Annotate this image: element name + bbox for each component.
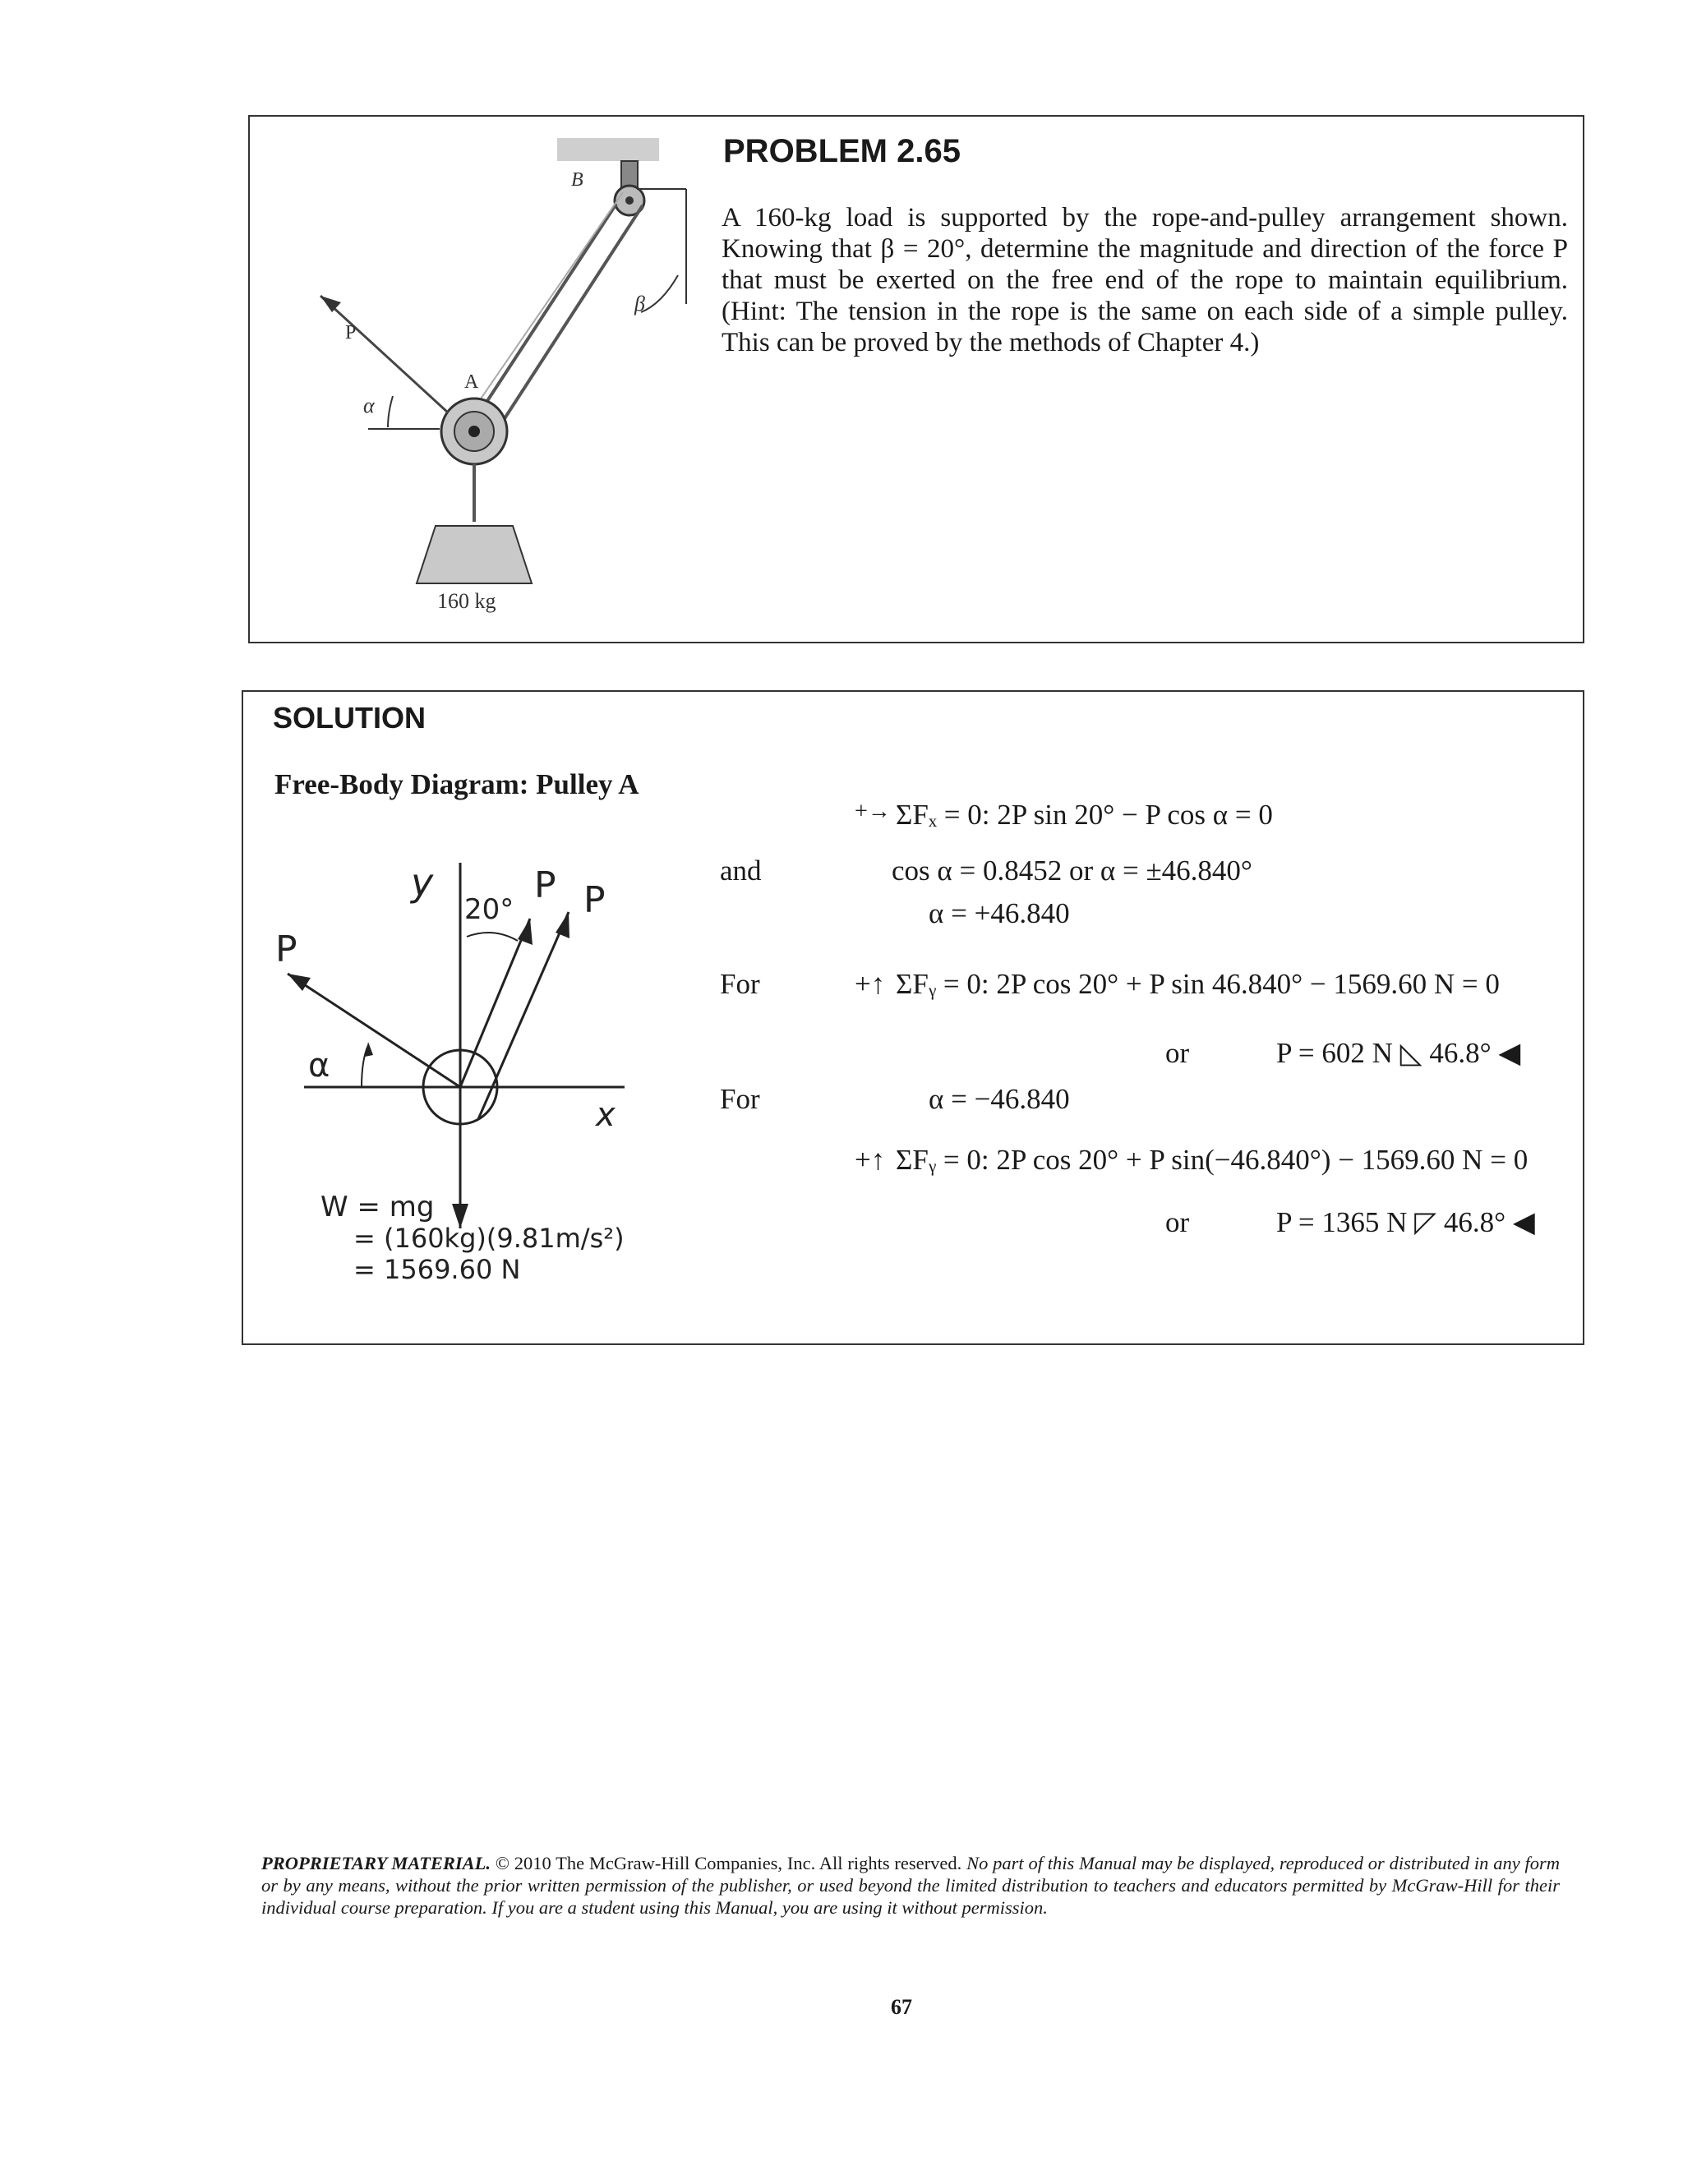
- label-for-1: For: [720, 968, 760, 1000]
- eq-alpha-negative: α = −46.840: [929, 1083, 1070, 1115]
- fbd-y-label: y: [411, 860, 434, 905]
- footer-lead: PROPRIETARY MATERIAL.: [261, 1853, 491, 1873]
- label-B: B: [571, 169, 583, 191]
- free-body-diagram: [263, 830, 690, 1306]
- label-P: P: [345, 322, 357, 343]
- fbd-angle-label: 20°: [464, 893, 514, 926]
- eq-alpha-positive: α = +46.840: [929, 897, 1070, 929]
- eq-prefix-sumfy-1: +↑: [855, 968, 886, 1000]
- answer-1: P = 602 N ◺ 46.8° ◀: [1276, 1037, 1521, 1069]
- eq-sumfy-1: ΣFᵧ = 0: 2P cos 20° + P sin 46.840° − 1569.60 N = 0: [896, 968, 1500, 1000]
- label-A: A: [464, 371, 479, 393]
- eq-prefix-sumfy-2: +↑: [855, 1144, 886, 1176]
- problem-title: PROBLEM 2.65: [723, 133, 961, 169]
- eq-sumfx: ΣFₓ = 0: 2P sin 20° − P cos α = 0: [896, 799, 1273, 831]
- label-and: and: [720, 855, 762, 887]
- page-number: 67: [891, 1995, 912, 2019]
- label-or-2: or: [1165, 1206, 1190, 1238]
- fbd-P-left: P: [275, 928, 297, 970]
- fbd-P-mid: P: [534, 864, 556, 906]
- fbd-title: Free-Body Diagram: Pulley A: [274, 768, 639, 800]
- copyright-footer: [261, 1852, 1560, 1919]
- fbd-alpha: α: [308, 1047, 330, 1085]
- fbd-weight-line2: = (160kg)(9.81m/s²): [353, 1223, 625, 1254]
- ceiling-support: [557, 138, 659, 161]
- label-for-2: For: [720, 1083, 760, 1115]
- fbd-weight-line1: W = mg: [320, 1191, 435, 1223]
- answer-2: P = 1365 N ◸ 46.8° ◀: [1276, 1206, 1535, 1238]
- pulley-figure: [296, 123, 723, 633]
- fbd-P-right: P: [583, 879, 606, 921]
- label-or-1: or: [1165, 1037, 1190, 1069]
- footer-italic: No part of this Manual may be displayed, reproduced or distributed in any form or by any means, without the prior written permission of the publisher, or used beyond the limited distribution to teachers and educators permitted by McGraw-Hill for their individual course preparation. If you are a student using this Manual, you are using it without permission.: [261, 1853, 1560, 1918]
- fbd-weight-line3: = 1569.60 N: [353, 1254, 521, 1285]
- label-beta: β: [634, 292, 645, 316]
- footer-body: © 2010 The McGraw-Hill Companies, Inc. All rights reserved.: [491, 1853, 967, 1873]
- load-160kg: [417, 526, 532, 583]
- load-label: 160 kg: [437, 589, 496, 613]
- fbd-x-label: x: [596, 1096, 616, 1134]
- eq-prefix-sumfx: +→: [855, 799, 891, 824]
- solution-title: SOLUTION: [273, 701, 426, 735]
- problem-statement: A 160-kg load is supported by the rope-and-pulley arrangement shown. Knowing that β = 20°, determine the magnitude and direction of the force P that must be exerted on the free end of the rope to maintain equilibrium. (Hint: The tension in the rope is the same on each side of a simple pulley. This can be proved by the methods of Chapter 4.): [722, 203, 1568, 357]
- label-alpha: α: [363, 394, 375, 417]
- eq-cos-alpha: cos α = 0.8452 or α = ±46.840°: [892, 855, 1252, 887]
- eq-sumfy-2: ΣFᵧ = 0: 2P cos 20° + P sin(−46.840°) − 1569.60 N = 0: [896, 1144, 1529, 1176]
